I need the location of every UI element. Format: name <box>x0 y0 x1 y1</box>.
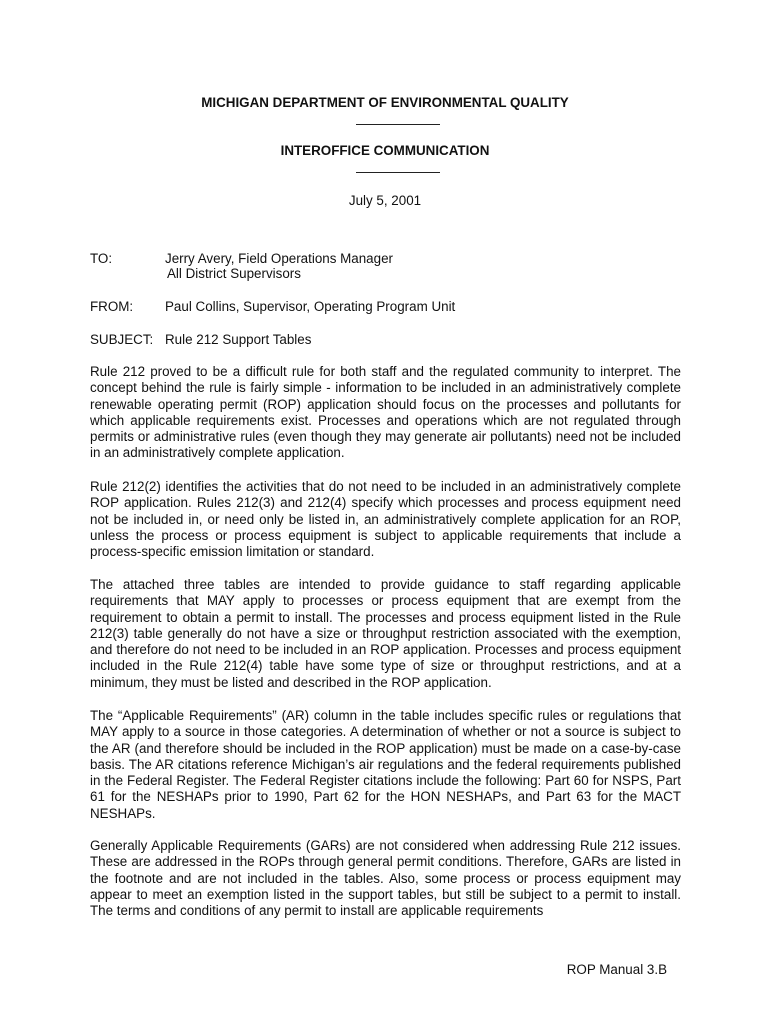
to-recipient-primary: Jerry Avery, Field Operations Manager <box>165 251 393 266</box>
subject-label: SUBJECT: <box>90 332 154 347</box>
to-label: TO: <box>90 251 113 266</box>
body-paragraph: Rule 212 proved to be a difficult rule for both staff and the regulated community to interpret. The concept behind the rule is fairly simple - information to be included in an administratively complete renewable operating permit (ROP) application should focus on the processes and pollutants for which applicable requirements exist. Processes and operations which are not regulated through permits or administrative rules (even though they may generate air pollutants) need not be included in an administratively complete application. <box>90 364 681 461</box>
communication-heading: INTEROFFICE COMMUNICATION <box>280 143 490 158</box>
heading-divider-2 <box>356 172 440 173</box>
memo-date: July 5, 2001 <box>348 193 422 208</box>
subject-value: Rule 212 Support Tables <box>165 332 312 347</box>
footer-manual-reference: ROP Manual 3.B <box>566 962 667 977</box>
from-sender: Paul Collins, Supervisor, Operating Program Unit <box>165 299 456 314</box>
body-paragraph: Generally Applicable Requirements (GARs) are not considered when addressing Rule 212 issues. These are addressed in the ROPs through general permit conditions. Therefore, GARs are listed in the footnote and are not included in the tables. Also, some process or process equipment may appear to meet an exemption listed in the support tables, but still be subject to a permit to install. The terms and conditions of any permit to install are applicable requirements <box>90 838 681 919</box>
body-paragraph: Rule 212(2) identifies the activities that do not need to be included in an administratively complete ROP application. Rules 212(3) and 212(4) specify which processes and process equipment need not be included in, or need only be listed in, an administratively complete application for an ROP, unless the process or process equipment is subject to applicable requirements that include a process-specific emission limitation or standard. <box>90 479 681 560</box>
to-recipient-secondary: All District Supervisors <box>167 266 301 281</box>
body-paragraph: The “Applicable Requirements” (AR) column in the table includes specific rules or regulations that MAY apply to a source in those categories. A determination of whether or not a source is subject to the AR (and therefore should be included in the ROP application) must be made on a case-by-case basis. The AR citations reference Michigan’s air regulations and the federal requirements published in the Federal Register. The Federal Register citations include the following: Part 60 for NSPS, Part 61 for the NESHAPs prior to 1990, Part 62 for the HON NESHAPs, and Part 63 for the MACT NESHAPs. <box>90 708 681 821</box>
body-paragraph: The attached three tables are intended to provide guidance to staff regarding applicable requirements that MAY apply to processes or process equipment that are exempt from the requirement to obtain a permit to install. The processes and process equipment listed in the Rule 212(3) table generally do not have a size or throughput restriction associated with the exemption, and therefore do not need to be included in an ROP application. Processes and process equipment included in the Rule 212(4) table have some type of size or throughput restrictions, and at a minimum, they must be listed and described in the ROP application. <box>90 577 681 690</box>
department-heading: MICHIGAN DEPARTMENT OF ENVIRONMENTAL QUALITY <box>201 95 569 110</box>
from-label: FROM: <box>90 299 134 314</box>
heading-divider-1 <box>356 124 440 125</box>
